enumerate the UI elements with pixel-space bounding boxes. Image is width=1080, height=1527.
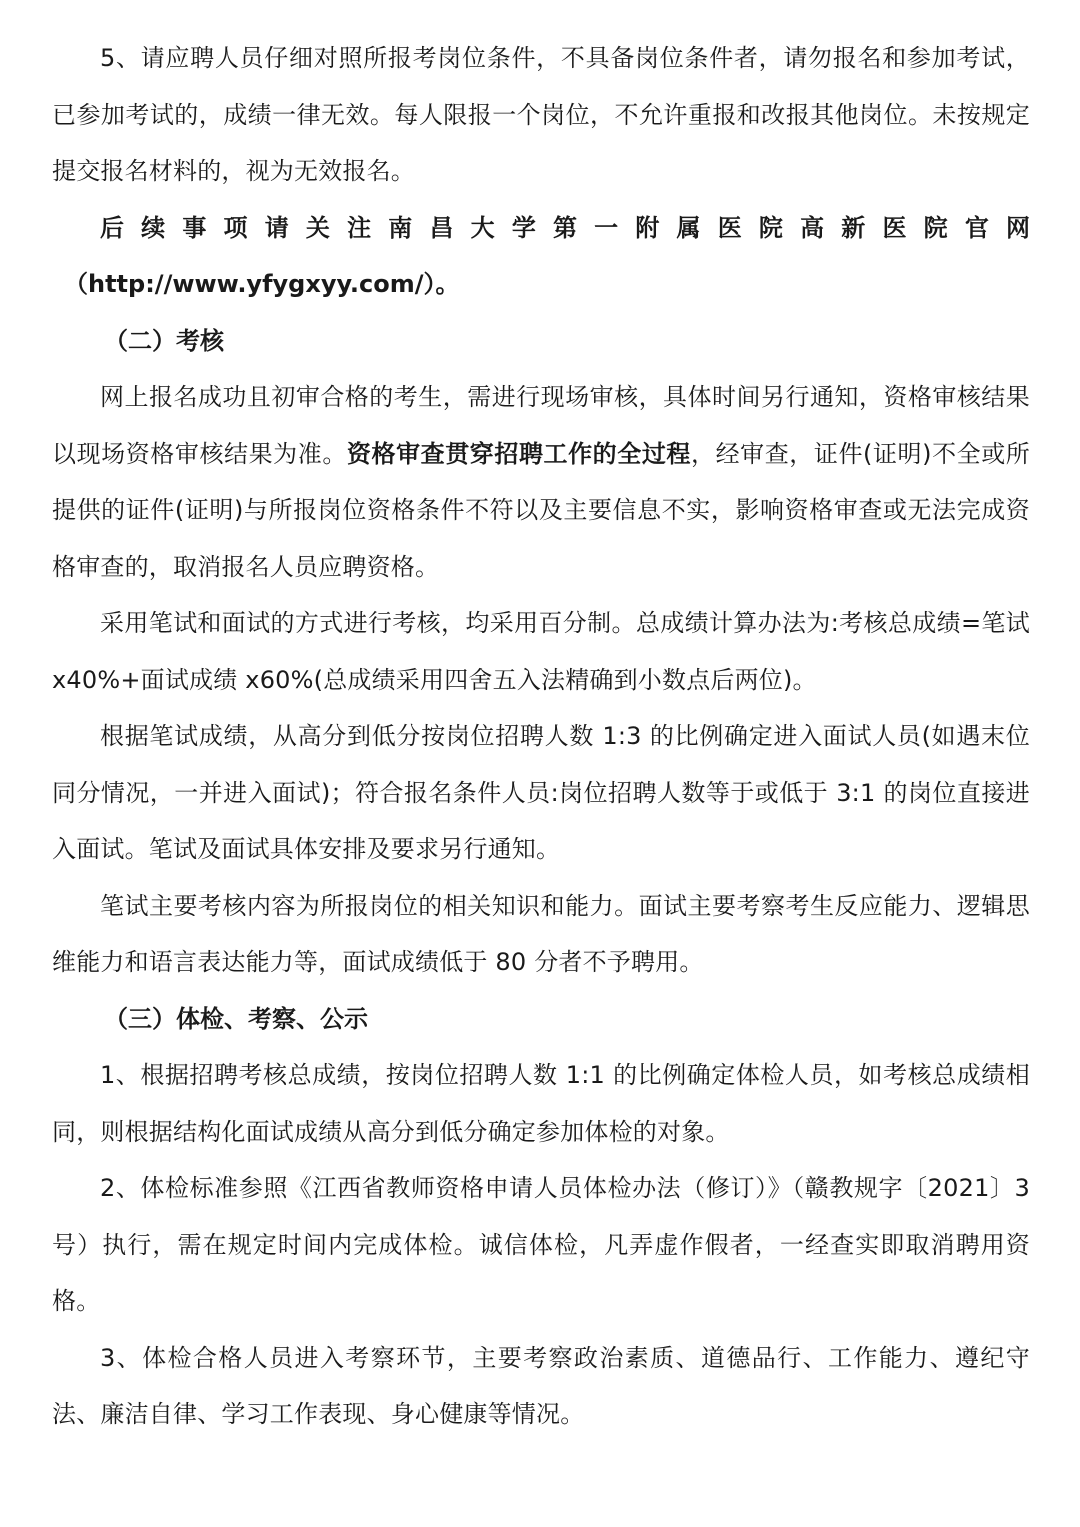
paragraph-qualification-review [52,369,1030,595]
paragraph-physical-exam-3: 3、体检合格人员进入考察环节，主要考察政治素质、道德品行、工作能力、遵纪守法、廉洁自律、学习工作表现、身心健康等情况。 [52,1343,1030,1428]
paragraph-exam-content: 笔试主要考核内容为所报岗位的相关知识和能力。面试主要考察考生反应能力、逻辑思维能力和语言表达能力等，面试成绩低于 80 分者不予聘用。 [52,891,1030,976]
notice-paragraph-line-1: 后续事项请关注南昌大学第一附属医院高新医院官网 [100,213,1030,242]
paragraph-interview-ratio: 根据笔试成绩，从高分到低分按岗位招聘人数 1:3 的比例确定进入面试人员(如遇末位同分情况，一并进入面试)；符合报名条件人员:岗位招聘人数等于或低于 3:1 的岗位直接进入面试。笔试及面试具体安排及要求另行通知。 [52,722,1030,863]
paragraph-assessment-method: 采用笔试和面试的方式进行考核，均采用百分制。总成绩计算办法为:考核总成绩=笔试 x40%+面试成绩 x60%(总成绩采用四舍五入法精确到小数点后两位)。 [52,609,1030,694]
paragraph-item-5: 5、请应聘人员仔细对照所报考岗位条件，不具备岗位条件者，请勿报名和参加考试，已参加考试的，成绩一律无效。每人限报一个岗位，不允许重报和改报其他岗位。未按规定提交报名材料的，视为无效报名。 [52,44,1030,185]
review-text-bold: 资格审查贯穿招聘工作的全过程 [346,439,691,468]
review-text-a: 网上报名成功且初审合格的考生，需进行现场审核，具体时间另行通知，资格审核结果以现场资格审核结果为准。 [52,383,1030,468]
section-heading-physical-exam: （三）体检、考察、公示 [104,1004,368,1033]
paragraph-physical-exam-1: 1、根据招聘考核总成绩，按岗位招聘人数 1:1 的比例确定体检人员，如考核总成绩相同，则根据结构化面试成绩从高分到低分确定参加体检的对象。 [52,1061,1030,1146]
review-text-b: ，经审查，证件(证明)不全或所提供的证件(证明)与所报岗位资格条件不符以及主要信息不实，影响资格审查或无法完成资格审查的，取消报名人员应聘资格。 [52,439,1030,581]
document-page [52,30,1030,1443]
notice-paragraph-line-2: （http://www.yfygxyy.com/）。 [64,270,460,298]
section-heading-assessment: （二）考核 [104,326,224,355]
paragraph-physical-exam-2: 2、体检标准参照《江西省教师资格申请人员体检办法（修订）》（赣教规字〔2021〕3 号）执行，需在规定时间内完成体检。诚信体检，凡弄虚作假者，一经查实即取消聘用资格。 [52,1174,1030,1315]
